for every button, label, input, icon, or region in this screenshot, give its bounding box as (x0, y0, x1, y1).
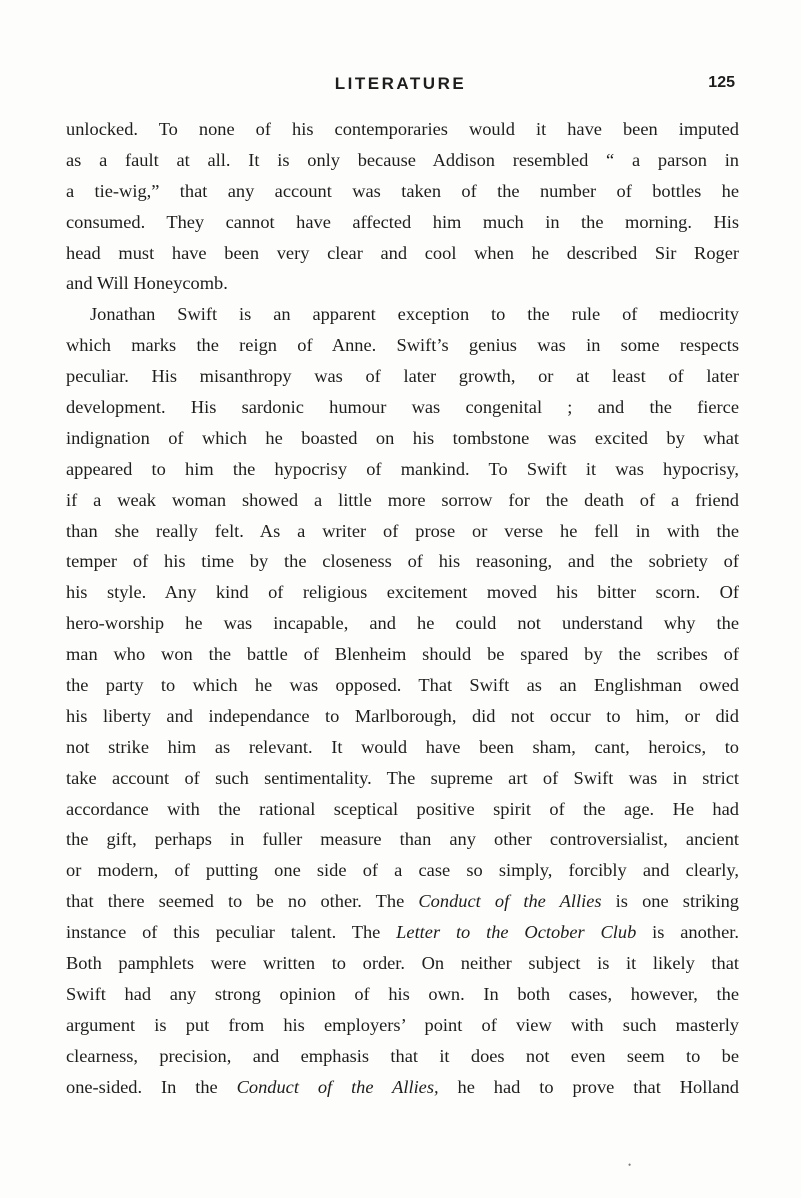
book-title-letter-to-the-october-club: Letter to the October Club (396, 922, 637, 943)
text-line-26 (66, 886, 739, 917)
text-line-27-b: is another. (636, 922, 739, 943)
text-line-22: take account of such sentimentality. The supreme art of Swift was in strict (66, 767, 739, 788)
text-line-30: argument is put from his employers’ point of view with such masterly (66, 1014, 739, 1035)
text-line-32 (66, 1072, 739, 1103)
text-line-27-a: instance of this peculiar talent. The (66, 922, 397, 943)
page-number: 125 (708, 74, 735, 91)
text-line-27 (66, 917, 739, 948)
text-line-9: peculiar. His misanthropy was of later growth, or at least of later (66, 366, 739, 387)
text-line-3: a tie-wig,” that any account was taken of the number of bottles he (66, 180, 739, 201)
running-head (0, 74, 801, 98)
text-line-25: or modern, of putting one side of a case so simply, forcibly and clearly, (66, 860, 739, 881)
body-text (66, 114, 739, 1103)
running-title: LITERATURE (334, 74, 467, 93)
text-line-4: consumed. They cannot have affected him much in the morning. His (66, 211, 739, 232)
text-line-14: than she really felt. As a writer of prose or verse he fell in with the (66, 520, 739, 541)
text-line-16: his style. Any kind of religious excitement moved his bitter scorn. Of (66, 582, 739, 603)
text-line-6: and Will Honeycomb. (66, 273, 228, 294)
text-line-1: unlocked. To none of his contemporaries would it have been imputed (66, 119, 739, 139)
text-line-28: Both pamphlets were written to order. On neither subject is it likely that (66, 953, 739, 974)
text-line-15: temper of his time by the closeness of his reasoning, and the sobriety of (66, 551, 739, 572)
text-line-24: the gift, perhaps in fuller measure than any other controversialist, ancient (66, 829, 739, 850)
text-line-2: as a fault at all. It is only because Addison resembled “ a parson in (66, 149, 739, 170)
book-title-conduct-of-the-allies-2: Conduct of the Allies, (236, 1076, 439, 1097)
text-line-31: clearness, precision, and emphasis that it does not even seem to be (66, 1045, 739, 1066)
text-line-17: hero-worship he was incapable, and he could not understand why the (66, 613, 739, 634)
text-line-32-b: he had to prove that Holland (438, 1076, 739, 1097)
text-line-19: the party to which he was opposed. That Swift as an Englishman owed (66, 675, 739, 696)
text-line-20: his liberty and independance to Marlborough, did not occur to him, or did (66, 705, 739, 726)
text-line-26-a: that there seemed to be no other. The (66, 891, 419, 912)
text-line-21: not strike him as relevant. It would have been sham, cant, heroics, to (66, 736, 739, 757)
text-line-26-b: is one striking (601, 891, 739, 912)
text-line-11: indignation of which he boasted on his tombstone was excited by what (66, 427, 739, 448)
text-line-23: accordance with the rational sceptical positive spirit of the age. He had (66, 798, 739, 819)
text-line-29: Swift had any strong opinion of his own. In both cases, however, the (66, 983, 739, 1004)
text-line-18: man who won the battle of Blenheim should be spared by the scribes of (66, 644, 739, 665)
text-line-8: which marks the reign of Anne. Swift’s genius was in some respects (66, 335, 739, 356)
text-line-13: if a weak woman showed a little more sorrow for the death of a friend (66, 489, 739, 510)
text-line-7: Jonathan Swift is an apparent exception to the rule of mediocrity (90, 304, 739, 325)
text-line-10: development. His sardonic humour was congenital ; and the fierce (66, 397, 739, 418)
print-mark: • (628, 1160, 632, 1170)
text-line-12: appeared to him the hypocrisy of mankind. To Swift it was hypocrisy, (66, 458, 739, 479)
text-line-32-a: one-sided. In the (66, 1076, 237, 1097)
text-line-5: head must have been very clear and cool when he described Sir Roger (66, 242, 739, 263)
book-title-conduct-of-the-allies: Conduct of the Allies (418, 891, 602, 912)
